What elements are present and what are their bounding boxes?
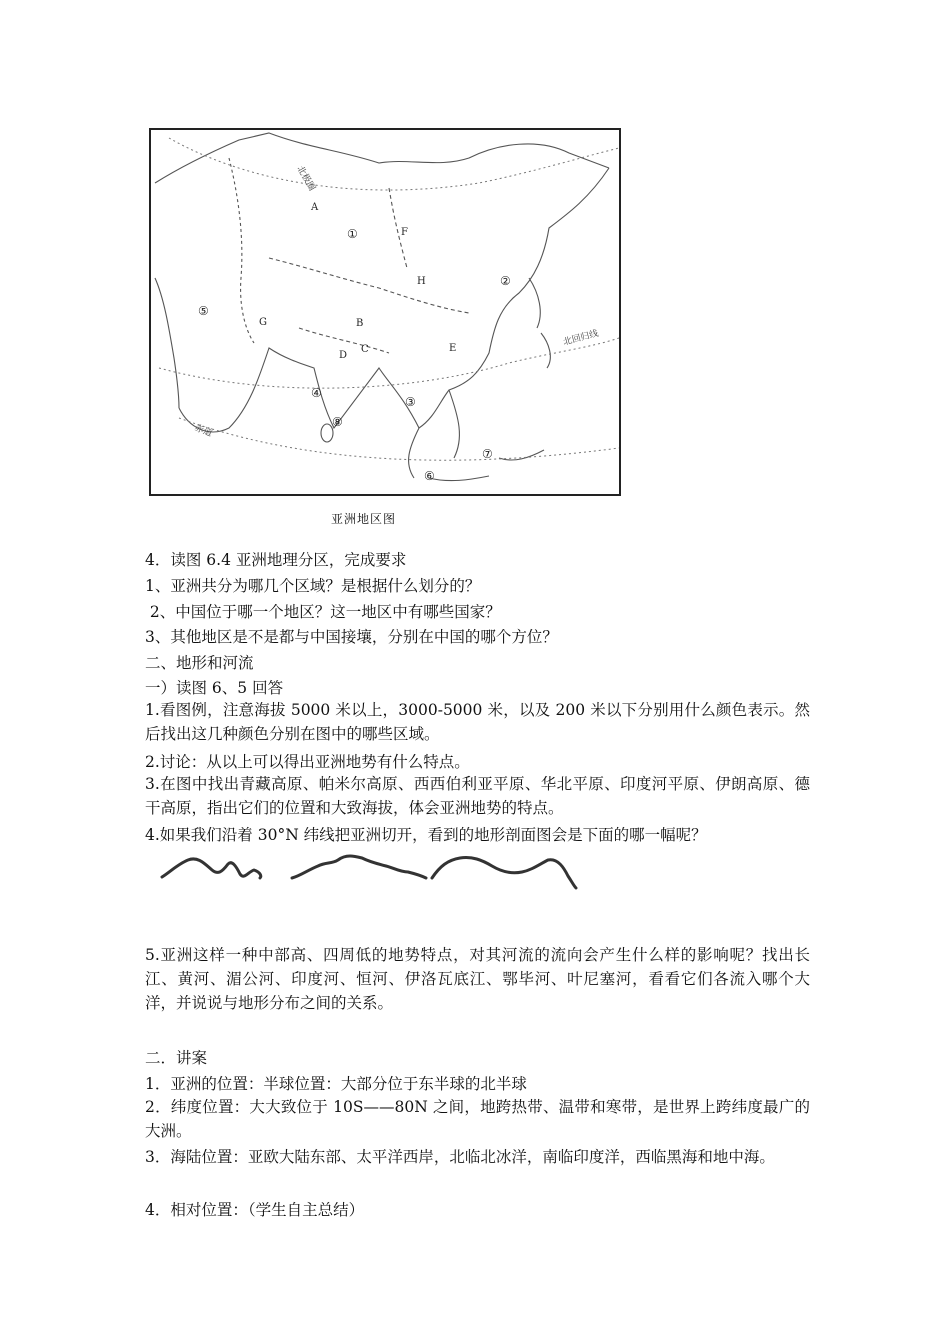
region-letter-b: B bbox=[356, 318, 364, 329]
section1-q2: 2、中国位于哪一个地区？这一地区中有哪些国家？ bbox=[145, 603, 501, 621]
terrain-profile-1 bbox=[162, 859, 261, 878]
section1-q3: 3、其他地区是不是都与中国接壤，分别在中国的哪个方位？ bbox=[145, 628, 558, 646]
region-number-4: ④ bbox=[311, 386, 322, 400]
lecture-p2: 2．纬度位置：大大致位于 10S——80N 之间，地跨热带、温带和寒带，是世界上跨纬度最广的大洲。 bbox=[145, 1098, 810, 1140]
region-letter-f: F bbox=[401, 227, 408, 238]
region-letter-e: E bbox=[449, 343, 457, 354]
region-letter-g: G bbox=[259, 317, 267, 328]
lecture-p3: 3．海陆位置：亚欧大陆东部、太平洋西岸，北临北冰洋，南临印度洋，西临黑海和地中海。 bbox=[145, 1148, 775, 1166]
region-number-6: ⑥ bbox=[424, 469, 435, 483]
region-letter-h: H bbox=[417, 276, 426, 287]
section2-q5: 5.亚洲这样一种中部高、四周低的地势特点，对其河流的流向会产生什么样的影响呢？找出长江、黄河、湄公河、印度河、恒河、伊洛瓦底江、鄂毕河、叶尼塞河，看看它们各流入哪个大洋，并说说与地形分布之间的关系。 bbox=[145, 946, 810, 1012]
terrain-profile-options bbox=[150, 842, 590, 914]
equator-label: 赤道 bbox=[192, 423, 214, 439]
asia-regions-map bbox=[149, 128, 621, 498]
region-number-2: ② bbox=[500, 274, 511, 288]
section2-q1: 1.看图例，注意海拔 5000 米以上，3000-5000 米，以及 200 米以下分别用什么颜色表示。然后找出这几种颜色分别在图中的哪些区域。 bbox=[145, 701, 810, 743]
lecture-p1: 1．亚洲的位置：半球位置：大部分位于东半球的北半球 bbox=[145, 1075, 527, 1093]
region-letter-d: D bbox=[339, 350, 348, 361]
section2-subheading: 一）读图 6、5 回答 bbox=[145, 679, 284, 697]
section2-heading: 二、地形和河流 bbox=[145, 654, 254, 672]
region-number-8: ⑧ bbox=[332, 415, 343, 429]
arctic-circle-label: 北极圈 bbox=[294, 164, 317, 193]
region-number-5: ⑤ bbox=[198, 304, 209, 318]
region-number-7: ⑦ bbox=[482, 447, 493, 461]
region-letter-a: A bbox=[311, 202, 319, 213]
map-caption: 亚洲地区图 bbox=[331, 512, 397, 526]
lecture-heading: 二．讲案 bbox=[145, 1049, 208, 1067]
terrain-profile-2 bbox=[292, 856, 426, 878]
section2-q3: 3.在图中找出青藏高原、帕米尔高原、西西伯利亚平原、华北平原、印度河平原、伊朗高原、德干高原，指出它们的位置和大致海拔，体会亚洲地势的特点。 bbox=[145, 775, 810, 817]
region-number-1: ① bbox=[347, 227, 358, 241]
section2-q4: 4.如果我们沿着 30°N 纬线把亚洲切开，看到的地形剖面图会是下面的哪一幅呢？ bbox=[145, 826, 707, 844]
section1-q1: 1、亚洲共分为哪几个区域？是根据什么划分的？ bbox=[145, 577, 481, 595]
lecture-p4: 4．相对位置：（学生自主总结） bbox=[145, 1201, 365, 1219]
section2-q2: 2.讨论：从以上可以得出亚洲地势有什么特点。 bbox=[145, 753, 470, 771]
section1-heading: 4．读图 6.4 亚洲地理分区，完成要求 bbox=[145, 551, 407, 569]
region-letter-c: C bbox=[361, 344, 369, 355]
region-number-3: ③ bbox=[405, 395, 416, 409]
terrain-profile-3 bbox=[432, 857, 576, 888]
tropic-label: 北回归线 bbox=[562, 328, 600, 348]
